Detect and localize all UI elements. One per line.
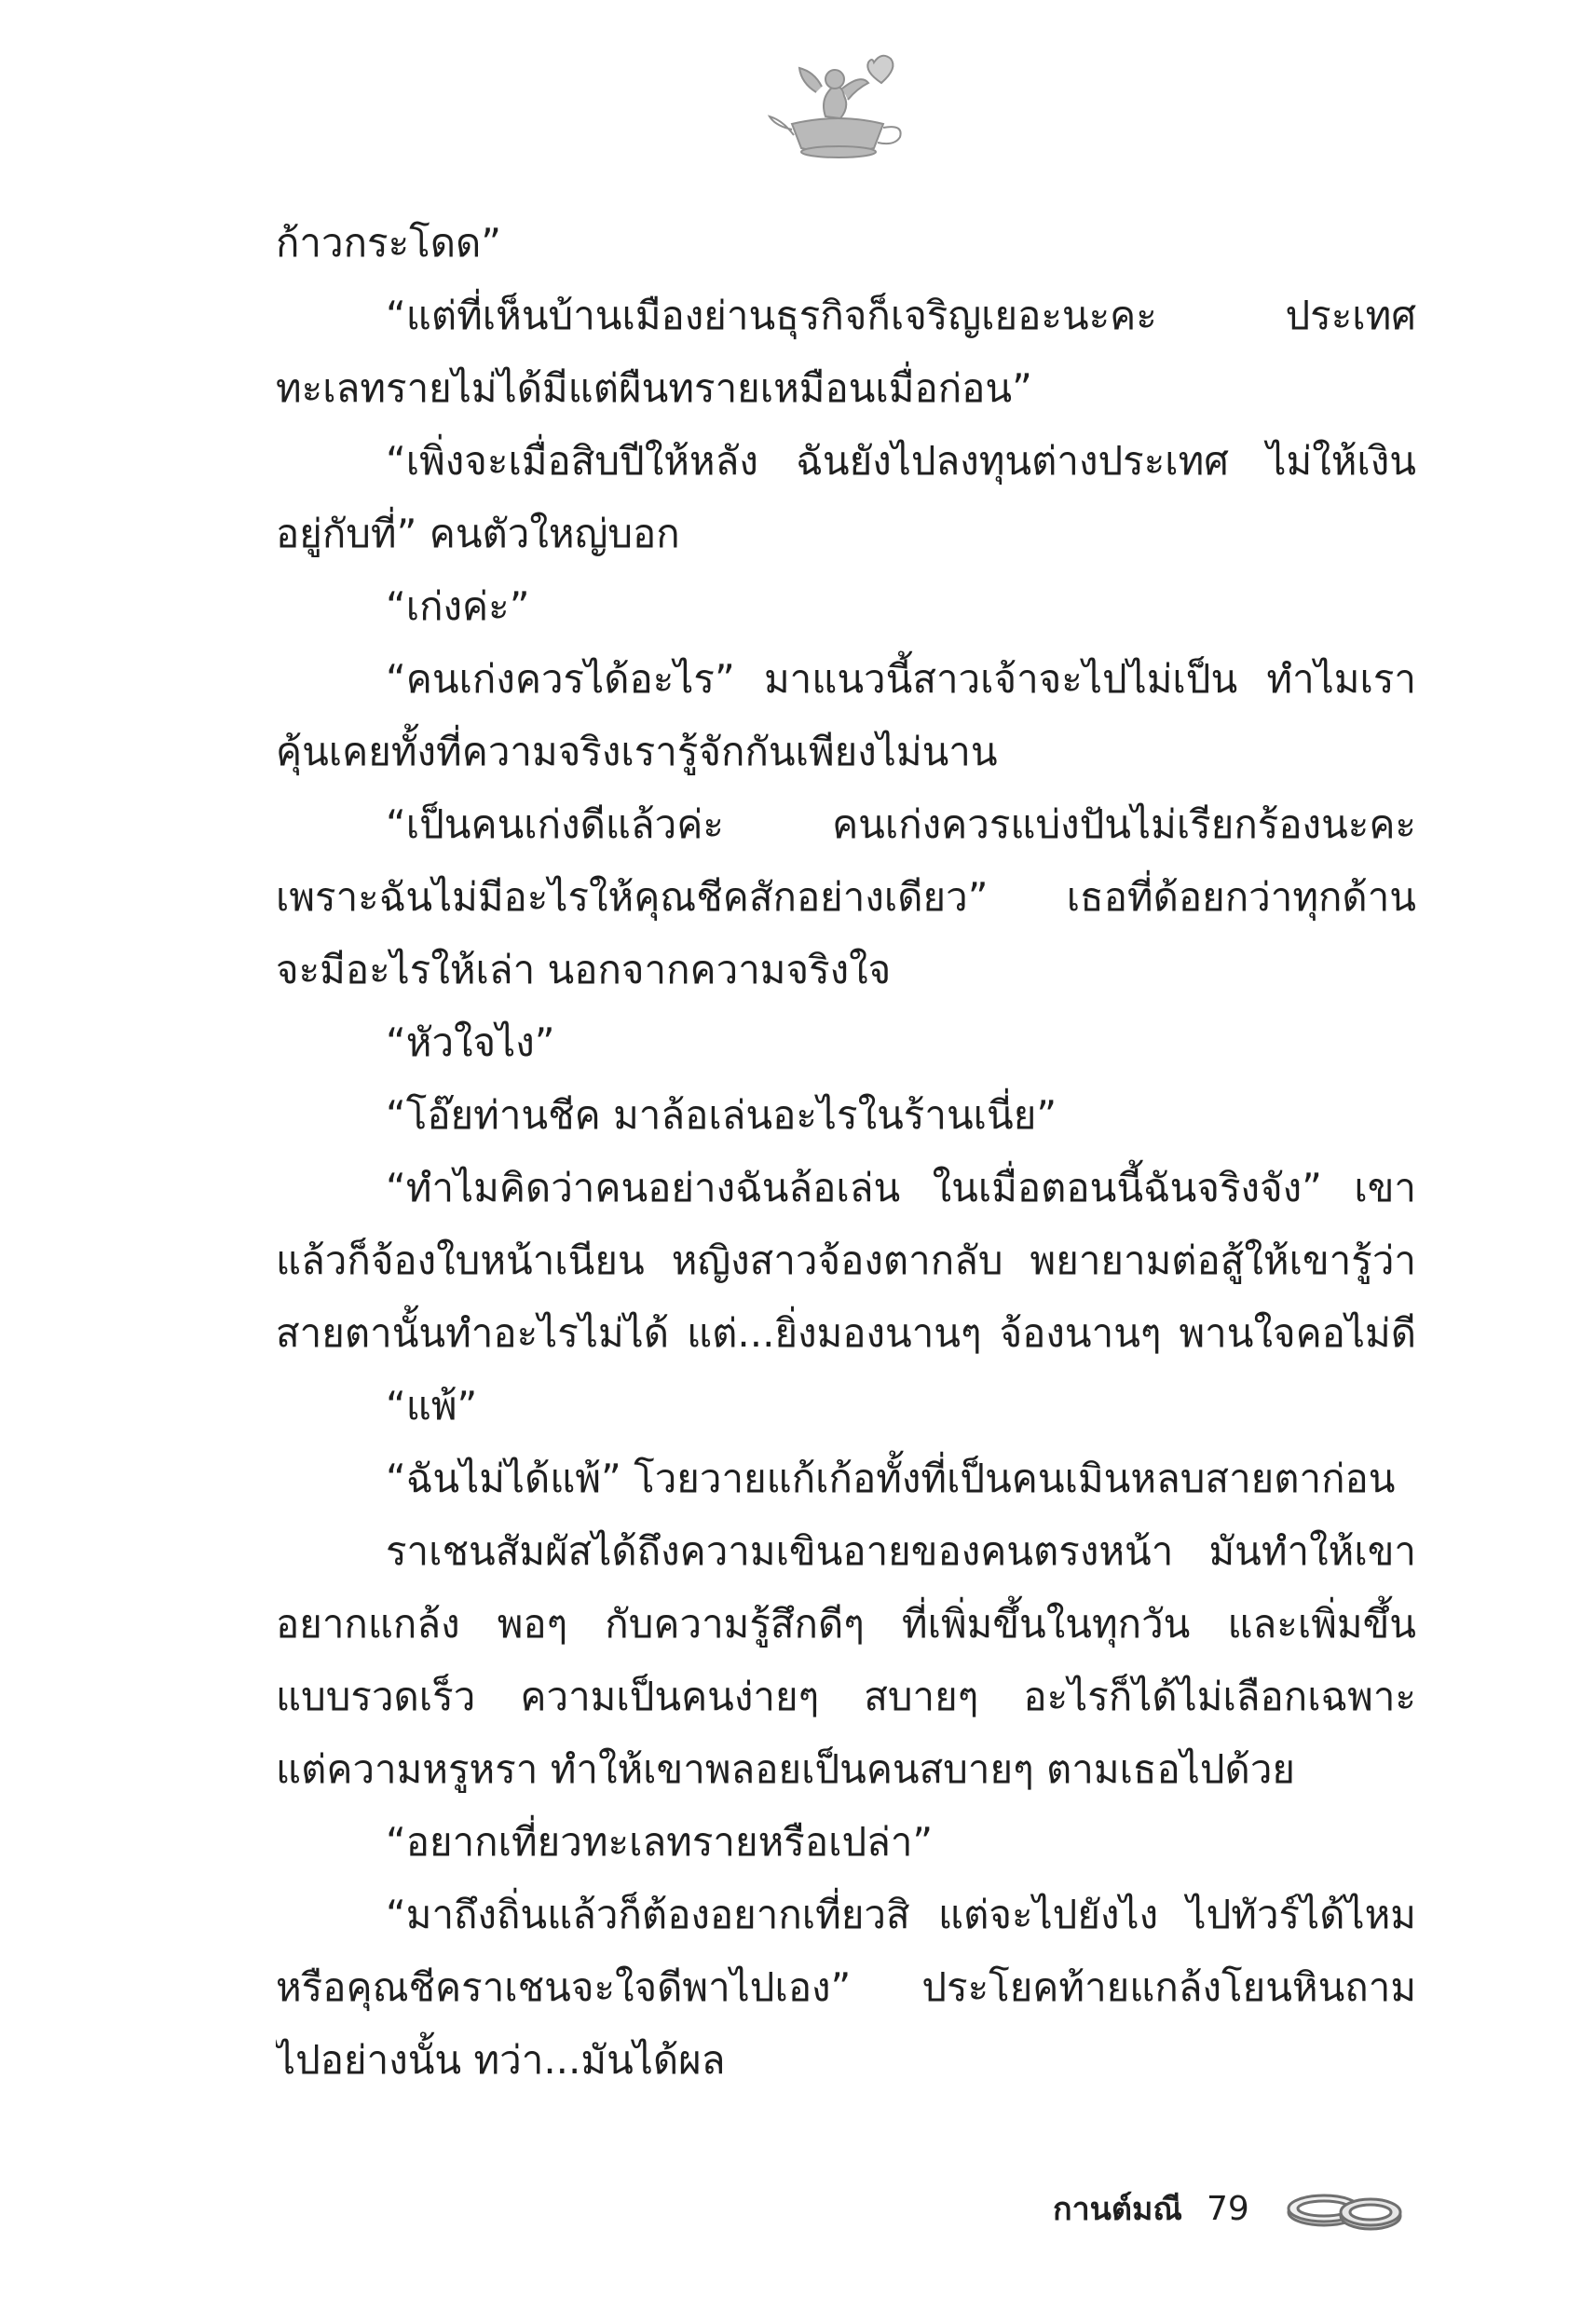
- text-line: ทะเลทรายไม่ได้มีแต่ผืนทรายเหมือนเมื่อก่อน”: [276, 365, 1032, 411]
- text-line: “แต่ที่เห็นบ้านเมืองย่านธุรกิจก็เจริญเยอะนะคะ ประเทศ: [386, 293, 1416, 338]
- text-line: ราเชนสัมผัสได้ถึงความเขินอายของคนตรงหน้า มันทำให้เขา: [386, 1528, 1416, 1574]
- text-line: “แพ้”: [386, 1383, 478, 1429]
- text-line: แล้วก็จ้องใบหน้าเนียน หญิงสาวจ้องตากลับ พยายามต่อสู้ให้เขารู้ว่า: [276, 1238, 1416, 1283]
- text-line: จะมีอะไรให้เล่า นอกจากความจริงใจ: [276, 947, 892, 992]
- text-line: สายตานั้นทำอะไรไม่ได้ แต่...ยิ่งมองนานๆ จ้องนานๆ พานใจคอไม่ดี: [276, 1310, 1416, 1356]
- text-line: แบบรวดเร็ว ความเป็นคนง่ายๆ สบายๆ อะไรก็ได้ไม่เลือกเฉพาะ: [276, 1674, 1416, 1719]
- wedding-rings-icon: [1281, 2181, 1408, 2236]
- author-name: กานต์มณี: [1053, 2191, 1182, 2228]
- page-footer: [1053, 2181, 1408, 2236]
- text-line: “เพิ่งจะเมื่อสิบปีให้หลัง ฉันยังไปลงทุนต่างประเทศ ไม่ให้เงิน: [386, 438, 1416, 484]
- text-line: “หัวใจไง”: [386, 1019, 555, 1065]
- page-number: 79: [1206, 2189, 1249, 2228]
- body-text: [276, 207, 1416, 2097]
- text-line: “โอ๊ยท่านชีค มาล้อเล่นอะไรในร้านเนี่ย”: [386, 1092, 1057, 1138]
- text-line: “เก่งค่ะ”: [386, 583, 530, 629]
- text-line: “ฉันไม่ได้แพ้” โวยวายแก้เก้อทั้งที่เป็นคนเมินหลบสายตาก่อน: [386, 1456, 1396, 1501]
- text-line: ก้าวกระโดด”: [276, 220, 502, 266]
- text-line: “เป็นคนเก่งดีแล้วค่ะ คนเก่งควรแบ่งปันไม่เรียกร้องนะคะ: [386, 801, 1416, 847]
- text-line: อยากแกล้ง พอๆ กับความรู้สึกดีๆ ที่เพิ่มขึ้นในทุกวัน และเพิ่มขึ้น: [276, 1601, 1416, 1647]
- text-line: เพราะฉันไม่มีอะไรให้คุณชีคสักอย่างเดียว” เธอที่ด้อยกว่าทุกด้าน: [276, 874, 1416, 920]
- text-line: “คนเก่งควรได้อะไร” มาแนวนี้สาวเจ้าจะไปไม่เป็น ทำไมเรา: [386, 656, 1416, 702]
- teapot-cupid-icon: [764, 51, 913, 163]
- text-line: แต่ความหรูหรา ทำให้เขาพลอยเป็นคนสบายๆ ตามเธอไปด้วย: [276, 1746, 1296, 1792]
- text-line: ไปอย่างนั้น ทว่า...มันได้ผล: [276, 2037, 726, 2083]
- text-line: หรือคุณชีคราเชนจะใจดีพาไปเอง” ประโยคท้ายแกล้งโยนหินถาม: [276, 1964, 1416, 2010]
- text-line: อยู่กับที่” คนตัวใหญ่บอก: [276, 511, 680, 556]
- text-line: “ทำไมคิดว่าคนอย่างฉันล้อเล่น ในเมื่อตอนนี้ฉันจริงจัง” เขา: [386, 1165, 1416, 1210]
- text-line: “อยากเที่ยวทะเลทรายหรือเปล่า”: [386, 1819, 934, 1865]
- text-line: “มาถึงถิ่นแล้วก็ต้องอยากเที่ยวสิ แต่จะไปยังไง ไปทัวร์ได้ไหม: [386, 1892, 1416, 1937]
- text-line: คุ้นเคยทั้งที่ความจริงเรารู้จักกันเพียงไม่นาน: [276, 729, 998, 774]
